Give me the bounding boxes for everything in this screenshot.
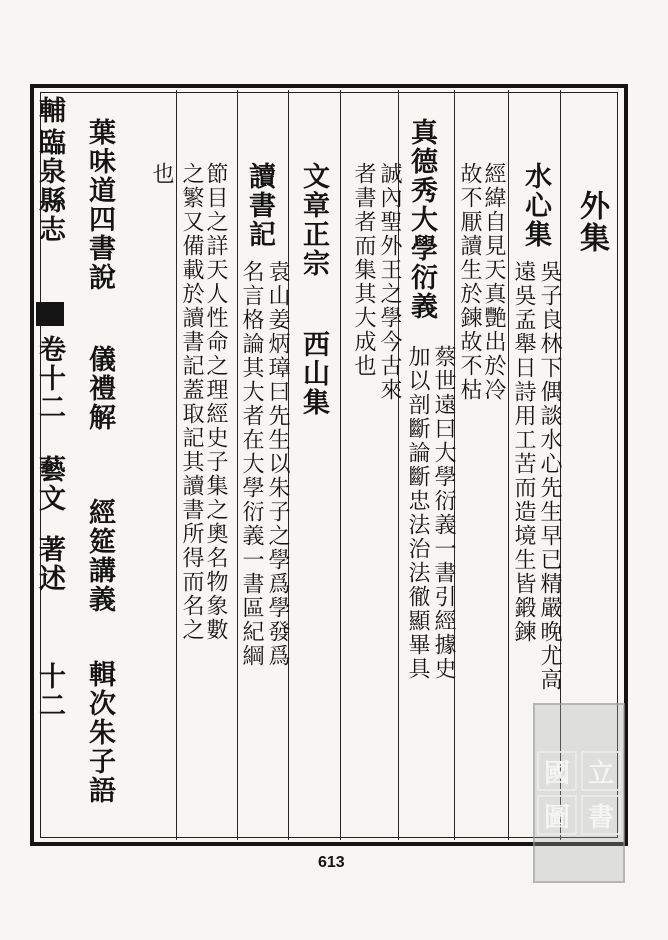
margin-top-label: 輔 — [34, 96, 65, 125]
entry-note: 也 — [149, 162, 174, 186]
column-rule — [176, 90, 177, 840]
entry-note: 經筵講義 — [84, 498, 115, 614]
volume-label: 卷十二 藝文 — [34, 335, 65, 513]
column-rule — [340, 90, 341, 840]
entry-note: 蔡世遠曰大學衍義一書引經據史 — [431, 345, 456, 681]
entry-note: 名言格論其大者在大學衍義一書區紀綱 — [239, 260, 264, 668]
entry-title: 真德秀大學衍義 — [406, 118, 437, 321]
entry-note: 故不厭讀生於鍊故不枯 — [457, 162, 482, 402]
library-stamp: 國 立 圖 書 — [533, 703, 625, 883]
entry-note: 之繁又備載於讀書記蓋取記其讀書所得而名之 — [179, 162, 204, 642]
entry-note: 儀禮解 — [84, 345, 115, 432]
entry-note: 西山集 — [298, 330, 329, 417]
leaf-number: 十二 — [34, 662, 65, 720]
entry-note: 遠吳孟舉日詩用工苦而造境生皆鍛鍊 — [511, 260, 536, 644]
fishtail-block — [36, 302, 64, 326]
section-heading: 外集 — [574, 190, 609, 254]
entry-note: 節目之詳天人性命之理經史子集之奧名物象數 — [203, 162, 228, 642]
entry-note: 經緯自見天真艷出於冷 — [481, 162, 506, 402]
entry-title: 文章正宗 — [298, 162, 329, 278]
section-label: 著述 — [34, 535, 65, 593]
column-rule — [237, 90, 238, 840]
entry-title: 水心集 — [520, 162, 551, 249]
column-rule — [508, 90, 509, 840]
entry-title: 讀書記 — [244, 162, 275, 249]
entry-note: 誠內聖外王之學今古來 — [377, 162, 402, 402]
book-title: 臨泉縣志 — [34, 128, 65, 244]
entry-note: 輯次朱子語 — [84, 660, 115, 805]
entry-note: 加以剖斷論斷忠法治法徹顯畢具 — [405, 345, 430, 681]
entry-note: 袁山姜炳璋曰先生以朱子之學爲學發爲 — [265, 260, 290, 668]
entry-title: 葉味道四書說 — [84, 118, 115, 292]
entry-note: 吳子良林下偶談水心先生早已精嚴晚尤高 — [537, 260, 562, 692]
page-number: 613 — [318, 854, 345, 871]
entry-note: 者書者而集其大成也 — [351, 162, 376, 378]
